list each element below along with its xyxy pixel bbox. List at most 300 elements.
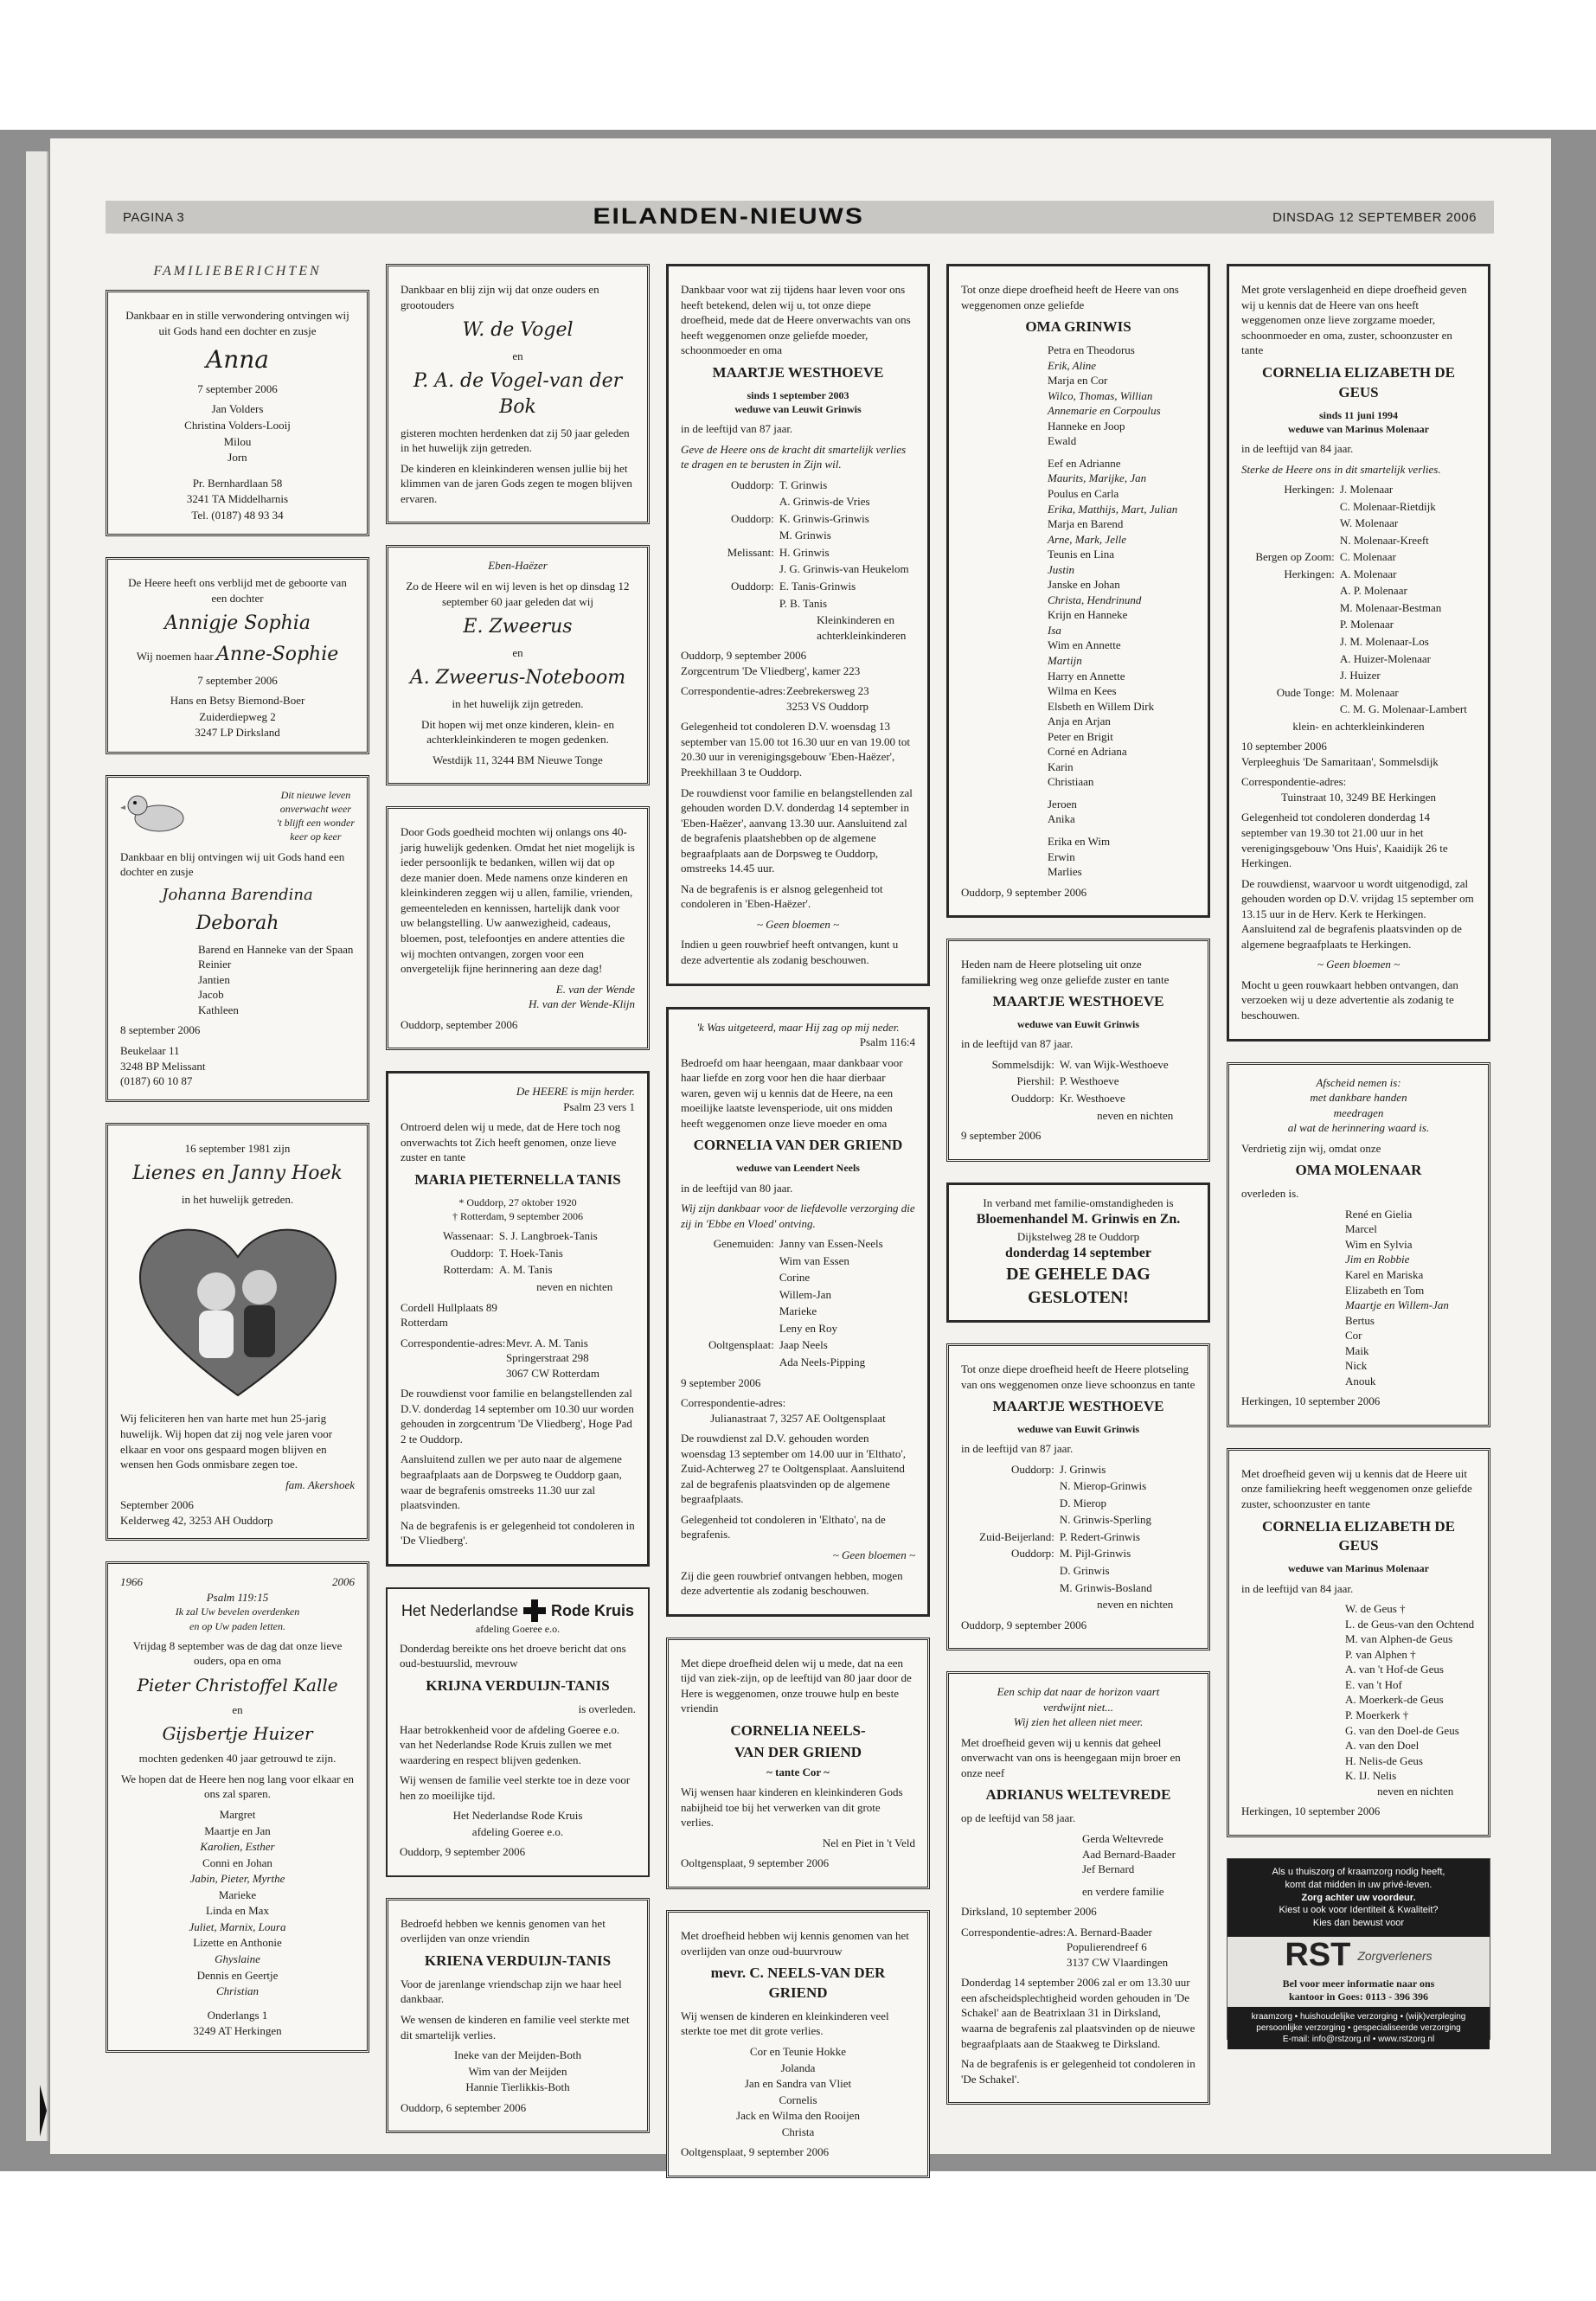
relative-place: Bergen op Zoom: bbox=[1255, 550, 1335, 564]
correspondence bbox=[961, 1925, 1195, 1971]
relative-name: Jaap Neels bbox=[779, 1338, 828, 1352]
person-name: Gijsbertje Huizer bbox=[162, 1723, 313, 1745]
relative-row bbox=[681, 579, 915, 594]
ad-footer-line: persoonlijke verzorging • gespecialiseerde verzorging bbox=[1256, 2023, 1461, 2034]
advertisement-rst[interactable] bbox=[1227, 1858, 1490, 2045]
relative-name: J. Grinwis bbox=[1059, 1462, 1106, 1476]
notice-intro: In verband met familie-omstandigheden is bbox=[983, 1195, 1174, 1209]
relative-name: K. Grinwis-Grinwis bbox=[779, 511, 869, 525]
family-member: Christa, Hendrinund bbox=[1048, 593, 1142, 606]
family-member: Jantien bbox=[198, 972, 230, 986]
family-member: Maartje en Jan bbox=[204, 1823, 271, 1837]
address-line: 3248 BP Melissant bbox=[120, 1059, 206, 1073]
relative-row bbox=[681, 561, 915, 577]
correspondence-label: Correspondentie-adres: bbox=[681, 684, 786, 698]
couple-names: Lienes en Janny Hoek bbox=[132, 1163, 343, 1185]
relative-name: D. Grinwis bbox=[1059, 1564, 1110, 1577]
notice-death-neels-2 bbox=[666, 1910, 930, 2178]
address: Westdijk 11, 3244 BM Nieuwe Tonge bbox=[433, 753, 603, 766]
relative-name: C. Molenaar-Rietdijk bbox=[1339, 499, 1436, 513]
relative-place: Piershil: bbox=[1016, 1074, 1054, 1088]
ad-footer-line: E-mail: info@rstzorg.nl • www.rstzorg.nl bbox=[1282, 2035, 1435, 2045]
relative-place bbox=[681, 1253, 779, 1269]
relative-name: M. Pijl-Grinwis bbox=[1059, 1547, 1131, 1561]
relative-name: J. Huizer bbox=[1339, 669, 1381, 683]
relative-row bbox=[681, 478, 915, 493]
nieces-nephews: neven en nichten bbox=[1097, 1108, 1174, 1122]
ad-line: Als u thuiszorg of kraamzorg nodig heeft, bbox=[1272, 1866, 1445, 1877]
family-member: Marlies bbox=[1048, 865, 1082, 879]
family-member: Aad Bernard-Baader bbox=[1082, 1847, 1176, 1861]
notice-death-griend bbox=[666, 1007, 930, 1617]
relative-name: W. Molenaar bbox=[1339, 516, 1399, 530]
family-spacer bbox=[1048, 790, 1195, 797]
family-member: Erika, Matthijs, Mart, Julian bbox=[1048, 502, 1178, 516]
condolence-info: Gelegenheid tot condoleren donderdag 14 september van 19.30 tot 21.00 uur in het verenigingsgebouw 'Ons Huis', Kaaidijk 26 te Herkingen. bbox=[1241, 811, 1448, 870]
address-line: 3137 CW Vlaardingen bbox=[1066, 1955, 1169, 1969]
shop-name: Bloemenhandel M. Grinwis en Zn. bbox=[976, 1212, 1181, 1227]
relative-name: Janny van Essen-Neels bbox=[779, 1237, 883, 1251]
notice-text: Haar betrokkenheid voor de afdeling Goeree e.o. van het Nederlandse Rode Kruis zullen we met waardering en respect blijven gedenken. bbox=[400, 1722, 620, 1766]
relative-place bbox=[961, 1512, 1060, 1528]
notice-intro: Tot onze diepe droefheid heeft de Heere van ons weggenomen onze geliefde bbox=[961, 283, 1179, 311]
address-line: 3241 TA Middelharnis bbox=[186, 492, 289, 506]
ad-logo-area bbox=[1227, 1937, 1490, 1974]
relative-row bbox=[1241, 567, 1476, 582]
footer-line: September 2006 bbox=[120, 1498, 194, 1512]
baby-name: Deborah bbox=[195, 913, 279, 935]
family-member: Peter en Brigit bbox=[1048, 729, 1113, 743]
relative-name: J. G. Grinwis-van Heukelom bbox=[779, 562, 909, 576]
relative-place bbox=[681, 596, 779, 612]
grandchildren: klein- en achterkleinkinderen bbox=[1292, 719, 1425, 733]
condolence-info: Na de begrafenis is er gelegenheid tot condoleren in 'De Schakel'. bbox=[961, 2057, 1195, 2086]
widow-of: weduwe van Leendert Neels bbox=[736, 1162, 860, 1175]
motto: 'k Was uitgeteerd, maar Hij zag op mij neder. bbox=[696, 1020, 900, 1034]
family-member: Elsbeth en Willem Dirk bbox=[1048, 699, 1155, 713]
parents bbox=[120, 693, 355, 740]
age: in de leeftijd van 87 jaar. bbox=[681, 422, 793, 436]
relative-name: E. Tanis-Grinwis bbox=[779, 579, 856, 593]
relative-place bbox=[1241, 516, 1340, 531]
person-name: P. A. de Vogel-van der Bok bbox=[413, 370, 623, 419]
signature: fam. Akershoek bbox=[285, 1477, 355, 1491]
relative-place bbox=[681, 528, 779, 543]
address-line: Populierendreef 6 bbox=[1066, 1940, 1147, 1954]
relative-place: Ouddorp: bbox=[730, 579, 774, 593]
closed-status: DE GEHELE DAG GESLOTEN! bbox=[1006, 1264, 1151, 1307]
deceased-name: MAARTJE WESTHOEVE bbox=[992, 993, 1164, 1010]
relative-row bbox=[961, 1563, 1195, 1579]
notice-intro: Zo de Heere wil en wij leven is het op dinsdag 12 september 60 jaar geleden dat wij bbox=[406, 579, 630, 608]
relative-row bbox=[681, 1304, 915, 1319]
relative-name: P. Redert-Grinwis bbox=[1059, 1529, 1140, 1543]
family-member: Dennis en Geertje bbox=[196, 1968, 279, 1982]
address-line: Pr. Bernhardlaan 58 bbox=[192, 476, 283, 490]
psalm-ref: Psalm 119:15 bbox=[206, 1590, 269, 1604]
family-member: Erika en Wim bbox=[1048, 834, 1111, 848]
relative-name: H. Grinwis bbox=[779, 545, 830, 559]
notice-death-geus-2 bbox=[1227, 1448, 1490, 1837]
relatives bbox=[401, 1228, 635, 1278]
mourning-letter-note: Indien u geen rouwbrief heeft ontvangen, kunt u deze advertentie als zodanig beschouwen. bbox=[681, 938, 899, 966]
footer: Ouddorp, september 2006 bbox=[401, 1017, 518, 1031]
relative-place: Ouddorp: bbox=[730, 511, 774, 525]
redcross-logo bbox=[400, 1599, 636, 1622]
footer: 9 september 2006 bbox=[961, 1129, 1042, 1143]
family-member: Karolien, Esther bbox=[200, 1840, 275, 1854]
family-list bbox=[961, 1831, 1195, 1899]
signature-line: Wim van der Meijden bbox=[468, 2064, 567, 2078]
relative-row bbox=[681, 596, 915, 612]
family-member: Janske en Johan bbox=[1048, 578, 1120, 592]
family-member: Harry en Annette bbox=[1048, 669, 1125, 683]
notice-intro: Verdrietig zijn wij, omdat onze bbox=[1241, 1141, 1381, 1155]
relative-row bbox=[401, 1246, 635, 1261]
family-member: Jeroen bbox=[1048, 797, 1077, 811]
relative-place: Ouddorp: bbox=[1010, 1462, 1054, 1476]
family-member: Gerda Weltevrede bbox=[1082, 1831, 1163, 1845]
footer: Ouddorp, 6 september 2006 bbox=[401, 2100, 527, 2114]
family-member: L. de Geus-van den Ochtend bbox=[1345, 1617, 1475, 1631]
signature-line: Jan en Sandra van Vliet bbox=[744, 2077, 852, 2091]
correspondence-label: Correspondentie-adres: bbox=[681, 1396, 786, 1410]
relative-place bbox=[961, 1478, 1060, 1494]
called-name: Anne-Sophie bbox=[215, 644, 339, 666]
family-list bbox=[120, 942, 355, 1018]
psalm-ref: Psalm 116:4 bbox=[859, 1035, 915, 1049]
wish-text: We hopen dat de Heere hen nog lang voor elkaar en ons zal sparen. bbox=[121, 1772, 354, 1801]
condolence-info-2: Na de begrafenis is er alsnog gelegenheid tot condoleren in 'Eben-Haëzer'. bbox=[681, 881, 883, 911]
anniversary-date: 16 september 1981 zijn bbox=[184, 1141, 291, 1155]
page-date: DINSDAG 12 SEPTEMBER 2006 bbox=[1272, 209, 1477, 225]
family-spacer bbox=[1048, 449, 1195, 456]
service-info: De rouwdienst voor familie en belangstellenden zal D.V. donderdag 14 september om 10.30 uur worden gehouden in zorgcentrum 'De Vliedberg', Hoge Pad 2 te Ouddorp. bbox=[401, 1387, 634, 1445]
correspondence-address bbox=[1067, 1925, 1195, 1971]
notice-death-tanis bbox=[386, 1071, 650, 1566]
correspondence-address bbox=[786, 683, 915, 714]
baby-name: Annigje Sophia bbox=[164, 612, 311, 635]
notice-intro: Dankbaar en in stille verwondering ontvingen wij uit Gods hand een dochter en zusje bbox=[125, 309, 349, 337]
baby-fullname: Johanna Barendina bbox=[162, 885, 313, 904]
correspondence-label: Correspondentie-adres: bbox=[401, 1336, 506, 1349]
notice-intro: Ontroerd delen wij u mede, dat de Here toch nog onverwachts tot Zich heeft genomen, onze lieve zuster en tante bbox=[401, 1120, 621, 1164]
relative-name: Willem-Jan bbox=[779, 1287, 831, 1301]
column-1 bbox=[106, 264, 369, 2073]
family-member: Petra en Theodorus bbox=[1048, 343, 1135, 357]
widow-of: weduwe van Euwit Grinwis bbox=[1016, 1018, 1140, 1031]
relative-name: P. Westhoeve bbox=[1059, 1074, 1119, 1088]
signature bbox=[401, 2048, 635, 2095]
no-flowers: ~ Geen bloemen ~ bbox=[832, 1548, 915, 1561]
relative-name: N. Mierop-Grinwis bbox=[1059, 1479, 1147, 1493]
family-member: Wilma en Kees bbox=[1048, 684, 1117, 698]
family-member: Jabin, Pieter, Myrthe bbox=[189, 1872, 285, 1886]
mourning-letter-note: Zij die geen rouwbrief ontvangen hebben, mogen deze advertentie als zodanig beschouwen. bbox=[681, 1568, 903, 1598]
signature-line: Ineke van der Meijden-Both bbox=[454, 2048, 581, 2062]
relative-place bbox=[681, 1287, 779, 1303]
rst-logo: RST bbox=[1285, 1937, 1351, 1974]
relative-place: Genemuiden: bbox=[713, 1237, 774, 1251]
poem-line: 't blijft een wonder bbox=[276, 817, 355, 830]
family-member: Karel en Mariska bbox=[1345, 1267, 1424, 1281]
relative-name: A. Grinwis-de Vries bbox=[779, 495, 870, 509]
relative-name: Leny en Roy bbox=[779, 1321, 837, 1335]
relative-place bbox=[1241, 499, 1340, 515]
place-line: Zorgcentrum 'De Vliedberg', kamer 223 bbox=[681, 663, 861, 677]
footer: Ouddorp, 9 september 2006 bbox=[961, 1618, 1087, 1631]
service-info: Donderdag 14 september 2006 zal er om 13.30 uur een afscheidsplechtigheid worden gehouden in 'De Schakel' aan de Beatrixlaan 31 in Dirksland, waarna de begrafenis zal plaatsvinden op de nieuwe begraafplaats aan de Staakweg te Dirksland. bbox=[961, 1976, 1195, 2050]
poem-line: verdwijnt niet... bbox=[1042, 1700, 1114, 1714]
relative-row bbox=[1241, 634, 1476, 650]
poem bbox=[277, 788, 355, 844]
relative-name: N. Grinwis-Sperling bbox=[1059, 1513, 1151, 1527]
signature-line: Hannie Tierlikkis-Both bbox=[465, 2080, 570, 2094]
relative-name: Wim van Essen bbox=[779, 1253, 849, 1267]
place bbox=[401, 1300, 635, 1330]
birth-date: 7 september 2006 bbox=[197, 381, 278, 395]
relative-row bbox=[401, 1262, 635, 1278]
relatives bbox=[961, 1462, 1195, 1595]
deceased-name: OMA GRINWIS bbox=[1025, 318, 1131, 336]
relative-name: J. Molenaar bbox=[1339, 483, 1394, 497]
condolence-info: Gelegenheid tot condoleren D.V. woensdag 13 september van 15.00 tot 16.30 uur en van 19.00 tot 20.30 uur in verenigingsgebouw 'Eben-Haëzer', Preekhillaan 3 te Ouddorp. bbox=[681, 720, 911, 779]
relatives bbox=[1241, 482, 1476, 717]
widow-of: weduwe van Marinus Molenaar bbox=[1288, 1562, 1429, 1575]
age: in de leeftijd van 84 jaar. bbox=[1241, 1581, 1354, 1595]
ad-contact-line: Bel voor meer informatie naar ons bbox=[1282, 1977, 1435, 1990]
family-member: Hanneke en Joop bbox=[1048, 419, 1125, 433]
death-text: overleden is. bbox=[1241, 1187, 1299, 1201]
relative-row bbox=[1241, 499, 1476, 515]
relative-place: Oude Tonge: bbox=[1276, 685, 1335, 699]
family-member: Christiaan bbox=[1048, 775, 1094, 789]
notice-anniversary-vogel bbox=[386, 264, 650, 524]
relative-place bbox=[681, 1321, 779, 1336]
relative-name: C. Molenaar bbox=[1339, 550, 1396, 564]
condolence-info: Na de begrafenis is er gelegenheid tot condoleren in 'De Vliedberg'. bbox=[401, 1518, 635, 1548]
notice-text: gisteren mochten herdenken dat zij 50 jaar geleden in het huwelijk zijn getreden. bbox=[401, 426, 630, 455]
nieces-nephews: neven en nichten bbox=[1097, 1598, 1174, 1612]
address bbox=[120, 476, 355, 523]
family-member: Marja en Barend bbox=[1048, 517, 1124, 531]
address-line: 3067 CW Rotterdam bbox=[505, 1366, 600, 1380]
relative-name: M. Molenaar bbox=[1339, 685, 1399, 699]
widow-since: sinds 1 september 2003 bbox=[747, 388, 849, 401]
wish-text: De kinderen en kleinkinderen wensen jullie bij het klimmen van de jaren Gods zegen te mogen blijven ervaren. bbox=[401, 461, 632, 505]
relative-row bbox=[961, 1546, 1195, 1561]
notice-text: in het huwelijk getreden. bbox=[181, 1192, 294, 1206]
family-member: Marja en Cor bbox=[1048, 374, 1108, 388]
relative-row bbox=[961, 1057, 1195, 1073]
ad-footer-line: kraamzorg • huishoudelijke verzorging • (wijk)verpleging bbox=[1251, 2012, 1466, 2022]
family-member: Maik bbox=[1345, 1343, 1369, 1357]
poem-line: Dit nieuwe leven bbox=[280, 788, 351, 801]
deceased-name: CORNELIA ELIZABETH DE GEUS bbox=[1262, 1517, 1455, 1554]
org-department: afdeling Goeree e.o. bbox=[475, 1622, 561, 1635]
family-member: G. van den Doel-de Geus bbox=[1345, 1723, 1459, 1737]
family-member: Kathleen bbox=[198, 1003, 239, 1016]
family-member: P. van Alphen † bbox=[1345, 1647, 1416, 1661]
notice-death-westhoeve-3 bbox=[946, 1343, 1210, 1650]
relative-row bbox=[1241, 702, 1476, 717]
relative-row bbox=[681, 1337, 915, 1353]
relative-place bbox=[961, 1563, 1060, 1579]
notice-death-westhoeve-2 bbox=[946, 939, 1210, 1162]
signature-line: Christa bbox=[781, 2125, 815, 2138]
date: 9 september 2006 bbox=[681, 1375, 761, 1389]
family-member: Jacob bbox=[198, 988, 224, 1002]
correspondence-label: Correspondentie-adres: bbox=[1241, 775, 1347, 789]
family-member: Elizabeth en Tom bbox=[1345, 1283, 1425, 1297]
notice-shop-closed bbox=[946, 1183, 1210, 1323]
notice-intro: Met droefheid geven wij u kennis dat geheel onverwacht van ons is heengegaan mijn broer en onze neef bbox=[961, 1735, 1181, 1779]
family-member: Nick bbox=[1345, 1359, 1368, 1373]
notice-intro: Met grote verslagenheid en diepe droefheid geven wij u kennis dat de Heere van ons heeft weggenomen onze lieve zorgzame moeder, schoonmoeder en oma, zuster, schoonzuster en tante bbox=[1241, 283, 1467, 357]
grandchildren bbox=[681, 612, 915, 643]
poem-line: meedragen bbox=[1333, 1106, 1384, 1119]
person-name: E. Zweerus bbox=[463, 616, 573, 638]
verse: Sterke de Heere ons in dit smartelijk verlies. bbox=[1241, 462, 1441, 476]
age: in de leeftijd van 87 jaar. bbox=[961, 1037, 1074, 1051]
family-member: H. Nelis-de Geus bbox=[1345, 1753, 1423, 1767]
relative-row bbox=[401, 1228, 635, 1244]
notice-birth-deborah bbox=[106, 775, 369, 1102]
relative-row bbox=[1241, 685, 1476, 701]
family-list bbox=[961, 343, 1195, 880]
notice-death-neels bbox=[666, 1638, 930, 1889]
binding-edge bbox=[26, 151, 48, 2141]
relative-row bbox=[1241, 516, 1476, 531]
condolence-info: Gelegenheid tot condoleren in 'Elthato', na de begrafenis. bbox=[681, 1512, 886, 1541]
relative-place bbox=[961, 1496, 1060, 1511]
motto: Eben-Haëzer bbox=[488, 559, 548, 573]
family-member: Lizette en Anthonie bbox=[193, 1936, 282, 1950]
family-member: Ghyslaine bbox=[215, 1952, 260, 1965]
conjunction: en bbox=[232, 1702, 243, 1716]
signature-line: Cornelis bbox=[779, 2093, 817, 2106]
relative-row bbox=[681, 1270, 915, 1285]
ad-contact bbox=[1227, 1974, 1490, 2007]
relative-row bbox=[961, 1580, 1195, 1596]
notice-intro: Bedroefd om haar heengaan, maar dankbaar voor haar liefde en zorg voor hen die haar dierbaar waren, geven wij u kennis dat de Heere, na een moeilijke laatste levensperiode, uit ons midden heeft weggenomen onze lieve moeder en oma bbox=[681, 1055, 903, 1130]
notice-anniversary-hoek bbox=[106, 1123, 369, 1541]
binding-marker bbox=[40, 2085, 47, 2137]
person-name: Pieter Christoffel Kalle bbox=[137, 1674, 338, 1695]
poem-line: met dankbare handen bbox=[1310, 1091, 1407, 1105]
correspondence-address bbox=[506, 1336, 635, 1381]
org-name-bold: Rode Kruis bbox=[551, 1601, 635, 1619]
no-flowers: ~ Geen bloemen ~ bbox=[1317, 958, 1401, 971]
congrats-text: Wij feliciteren hen van harte met hun 25-jarig huwelijk. Wij hopen dat zij nog vele jaren voor elkaar en voor ons gespaard mogen blijven en wensen hen Gods onmisbare zegen toe. bbox=[120, 1412, 333, 1471]
ad-line: komt dat midden in uw privé-leven. bbox=[1285, 1879, 1433, 1890]
mourning-letter-note: Mocht u geen rouwkaart hebben ontvangen, dan verzoeken wij u deze advertentie als zodanig te beschouwen. bbox=[1241, 977, 1458, 1022]
relative-name: P. Molenaar bbox=[1339, 618, 1394, 631]
signature-line: Het Nederlandse Rode Kruis bbox=[452, 1809, 583, 1823]
death-text: is overleden. bbox=[578, 1702, 636, 1715]
family-list bbox=[1241, 1601, 1476, 1784]
relative-place bbox=[1241, 533, 1340, 548]
relative-place bbox=[1241, 668, 1340, 683]
family-member: Jan Volders bbox=[211, 402, 264, 416]
date-line: 10 september 2006 bbox=[1241, 740, 1327, 753]
poem-line: Wij zien het alleen niet meer. bbox=[1013, 1715, 1144, 1729]
motto: De HEERE is mijn herder. bbox=[516, 1085, 635, 1099]
family-member: Reinier bbox=[198, 958, 232, 971]
family-member: Martijn bbox=[1048, 653, 1082, 667]
poem-line: Een schip dat naar de horizon vaart bbox=[997, 1685, 1160, 1699]
relative-place bbox=[1241, 702, 1340, 717]
address-line: Mevr. A. M. Tanis bbox=[505, 1336, 588, 1349]
footer: Ouddorp, 9 september 2006 bbox=[400, 1845, 526, 1859]
relative-place: Ooltgensplaat: bbox=[708, 1338, 774, 1352]
relative-name: D. Mierop bbox=[1059, 1496, 1106, 1509]
relative-name: T. Hoek-Tanis bbox=[498, 1246, 563, 1259]
psalm-ref: Psalm 23 vers 1 bbox=[563, 1099, 635, 1113]
relative-name: Marieke bbox=[779, 1304, 817, 1318]
parent-line: Hans en Betsy Biemond-Boer bbox=[170, 694, 305, 708]
relatives bbox=[681, 1236, 915, 1369]
family-member: Juliet, Marnix, Loura bbox=[189, 1920, 286, 1933]
relatives bbox=[961, 1057, 1195, 1106]
family-member: M. van Alphen-de Geus bbox=[1345, 1632, 1453, 1646]
family-member: Poulus en Carla bbox=[1048, 486, 1119, 500]
family-member: E. van 't Hof bbox=[1345, 1677, 1402, 1691]
notice-redcross bbox=[386, 1587, 650, 1877]
age: op de leeftijd van 58 jaar. bbox=[961, 1811, 1076, 1825]
notice-intro: Dankbaar en blij zijn wij dat onze ouders en grootouders bbox=[401, 283, 599, 311]
relative-place bbox=[681, 1304, 779, 1319]
address bbox=[120, 2008, 355, 2039]
footer: Herkingen, 10 september 2006 bbox=[1241, 1394, 1381, 1408]
signature-line: Jack en Wilma den Rooijen bbox=[736, 2109, 860, 2123]
family-list bbox=[1241, 1207, 1476, 1389]
family-member: Krijn en Hanneke bbox=[1048, 608, 1128, 622]
signature-line: H. van der Wende-Klijn bbox=[529, 997, 635, 1011]
wish-text: Wij wensen de kinderen en kleinkinderen veel sterkte toe met dit grote verlies. bbox=[681, 2009, 889, 2038]
notice-death-geus bbox=[1227, 264, 1490, 1042]
poem-line: al wat de herinnering waard is. bbox=[1287, 1121, 1430, 1135]
notice-intro: De Heere heeft ons verblijd met de geboorte van een dochter bbox=[128, 576, 347, 605]
family-member: Jef Bernard bbox=[1082, 1862, 1135, 1876]
relative-row bbox=[681, 1253, 915, 1269]
column-2 bbox=[386, 264, 650, 2154]
family-member: A. van den Doel bbox=[1345, 1739, 1420, 1753]
deceased-name: KRIJNA VERDUIJN-TANIS bbox=[426, 1677, 610, 1695]
family-list bbox=[120, 1807, 355, 1999]
address-line: A. Bernard-Baader bbox=[1066, 1925, 1152, 1939]
signature bbox=[400, 1808, 636, 1839]
family-member: Cor bbox=[1345, 1329, 1362, 1343]
family-member: Jorn bbox=[228, 451, 247, 465]
notice-text: Voor de jarenlange vriendschap zijn we haar heel dankbaar. bbox=[401, 1977, 622, 2006]
service-info: De rouwdienst, waarvoor u wordt uitgenodigd, zal gehouden worden op D.V. vrijdag 15 september om 13.15 uur in de Herv. Kerk te Herkingen. Aansluitend zal de begrafenis plaatsvinden op de algemene begraafplaats te Herkingen. bbox=[1241, 876, 1474, 951]
family-member: K. IJ. Nelis bbox=[1345, 1769, 1397, 1783]
notice-anniversary-zweerus bbox=[386, 545, 650, 785]
deceased-name: MAARTJE WESTHOEVE bbox=[712, 363, 884, 381]
relative-name: A. Molenaar bbox=[1339, 567, 1397, 580]
family-member: Isa bbox=[1048, 623, 1061, 637]
family-member: Linda en Max bbox=[206, 1904, 269, 1918]
age: in de leeftijd van 87 jaar. bbox=[961, 1442, 1074, 1456]
footer: Ouddorp, 9 september 2006 bbox=[961, 885, 1087, 899]
relative-place: Ouddorp: bbox=[1010, 1547, 1054, 1561]
age: in de leeftijd van 84 jaar. bbox=[1241, 441, 1354, 455]
relative-row bbox=[1241, 533, 1476, 548]
notice-intro: Met droefheid geven wij u kennis dat de Heere uit onze familiekring heeft weggenomen onze geliefde zuster, schoonzuster en tante bbox=[1241, 1466, 1472, 1510]
family-member: Marieke bbox=[218, 1888, 257, 1901]
relative-row bbox=[681, 545, 915, 561]
